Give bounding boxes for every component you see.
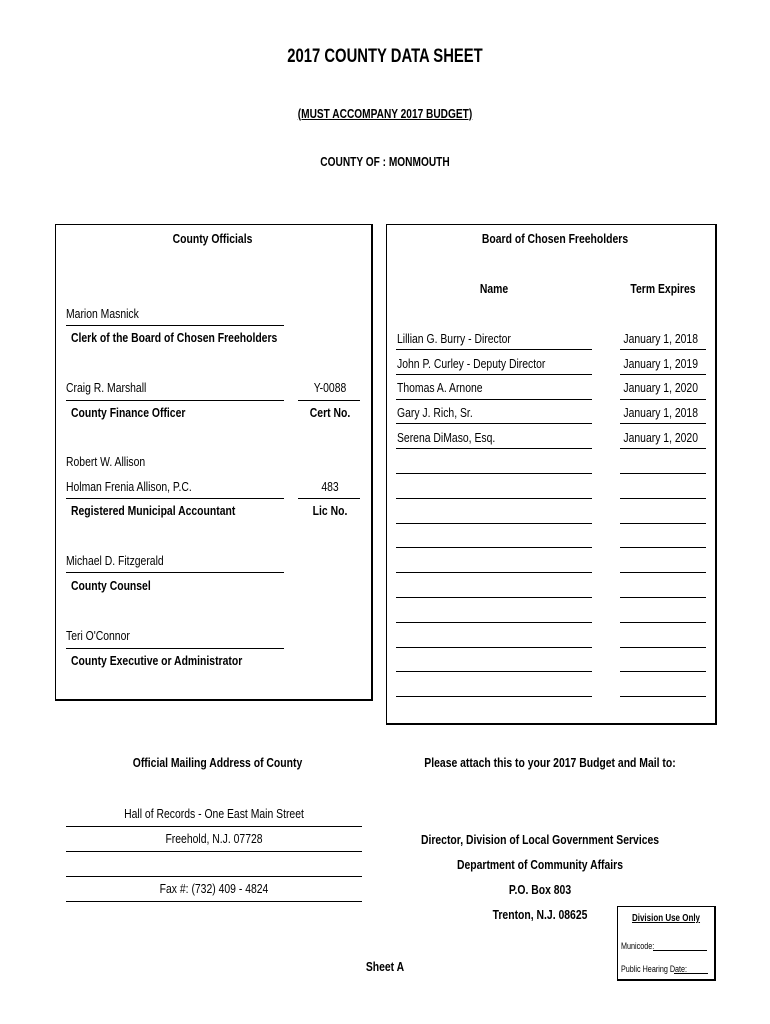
page-subtitle: (MUST ACCOMPANY 2017 BUDGET): [297, 106, 473, 121]
cfo-cert-value: Y-0088: [313, 380, 347, 395]
freeholder-name-line: [396, 448, 592, 449]
col-header-term: Term Expires: [630, 281, 696, 296]
freeholder-term-line: [620, 547, 706, 548]
freeholder-term: January 1, 2019: [623, 356, 698, 371]
page-title: 2017 COUNTY DATA SHEET: [287, 46, 483, 67]
county-officials-heading: County Officials: [172, 231, 253, 246]
freeholder-name-line: [396, 498, 592, 499]
freeholder-term-line: [620, 399, 706, 400]
cfo-name: Craig R. Marshall: [66, 380, 147, 395]
rma-lic-line: [298, 498, 360, 499]
freeholder-term-line: [620, 696, 706, 697]
mailing-rule-2: [66, 851, 362, 852]
freeholder-name: Lillian G. Burry - Director: [397, 331, 511, 346]
freeholder-term-line: [620, 523, 706, 524]
freeholder-term-line: [620, 374, 706, 375]
rma-firm: Holman Frenia Allison, P.C.: [66, 479, 192, 494]
freeholder-term-line: [620, 423, 706, 424]
freeholder-name-line: [396, 572, 592, 573]
municode-line: [653, 950, 707, 951]
freeholder-name: Thomas A. Arnone: [397, 380, 483, 395]
freeholder-term-line: [620, 597, 706, 598]
freeholder-name: Gary J. Rich, Sr.: [397, 405, 473, 420]
send-to-line4: Trenton, N.J. 08625: [492, 907, 588, 922]
mailing-rule-4: [66, 901, 362, 902]
mailing-fax: Fax #: (732) 409 - 4824: [159, 881, 269, 896]
freeholder-name: John P. Curley - Deputy Director: [397, 356, 546, 371]
rma-name: Robert W. Allison: [66, 454, 146, 469]
freeholder-name-line: [396, 399, 592, 400]
freeholder-name-line: [396, 423, 592, 424]
freeholder-name: Serena DiMaso, Esq.: [397, 430, 496, 445]
county-line: COUNTY OF : MONMOUTH: [320, 154, 450, 169]
freeholder-name-line: [396, 473, 592, 474]
clerk-name: Marion Masnick: [66, 306, 139, 321]
freeholder-name-line: [396, 374, 592, 375]
freeholder-term: January 1, 2018: [623, 405, 698, 420]
freeholder-term-line: [620, 572, 706, 573]
mailing-line1: Hall of Records - One East Main Street: [124, 806, 304, 821]
sheet-label: Sheet A: [365, 959, 405, 974]
freeholder-term-line: [620, 448, 706, 449]
freeholder-name-line: [396, 647, 592, 648]
col-header-name: Name: [479, 281, 509, 296]
freeholder-name-line: [396, 671, 592, 672]
clerk-title: Clerk of the Board of Chosen Freeholders: [71, 330, 278, 345]
cfo-cert-line: [298, 400, 360, 401]
freeholder-term-line: [620, 647, 706, 648]
mailing-rule-1: [66, 826, 362, 827]
send-to-line3: P.O. Box 803: [508, 882, 572, 897]
freeholder-term: January 1, 2018: [623, 331, 698, 346]
freeholder-term: January 1, 2020: [623, 430, 698, 445]
freeholder-name-line: [396, 622, 592, 623]
freeholder-term-line: [620, 473, 706, 474]
rma-firm-line: [66, 498, 284, 499]
mailing-heading: Official Mailing Address of County: [132, 755, 303, 770]
freeholders-heading: Board of Chosen Freeholders: [481, 231, 629, 246]
freeholder-name-line: [396, 349, 592, 350]
rma-lic-label: Lic No.: [312, 503, 348, 518]
freeholder-term-line: [620, 622, 706, 623]
mailing-rule-3: [66, 876, 362, 877]
freeholder-name-line: [396, 597, 592, 598]
freeholder-term: January 1, 2020: [623, 380, 698, 395]
freeholders-box: [386, 224, 717, 725]
exec-name-line: [66, 648, 284, 649]
hearing-date-line: [674, 973, 708, 974]
division-use-title: Division Use Only: [631, 913, 701, 924]
freeholder-term-line: [620, 498, 706, 499]
freeholder-term-line: [620, 671, 706, 672]
rma-lic-value: 483: [321, 479, 339, 494]
clerk-name-line: [66, 325, 284, 326]
freeholder-name-line: [396, 547, 592, 548]
send-to-line2: Department of Community Affairs: [456, 857, 624, 872]
send-to-heading: Please attach this to your 2017 Budget and Mail to:: [424, 755, 676, 770]
cfo-title: County Finance Officer: [71, 405, 186, 420]
send-to-line1: Director, Division of Local Government Services: [420, 832, 660, 847]
counsel-name-line: [66, 572, 284, 573]
counsel-name: Michael D. Fitzgerald: [66, 553, 164, 568]
freeholder-term-line: [620, 349, 706, 350]
mailing-line2: Freehold, N.J. 07728: [165, 831, 263, 846]
freeholder-name-line: [396, 523, 592, 524]
counsel-title: County Counsel: [71, 578, 151, 593]
cfo-name-line: [66, 400, 284, 401]
exec-name: Teri O'Connor: [66, 628, 130, 643]
rma-title: Registered Municipal Accountant: [71, 503, 236, 518]
cfo-cert-label: Cert No.: [309, 405, 351, 420]
freeholder-name-line: [396, 696, 592, 697]
hearing-date-label: Public Hearing Date:: [621, 964, 688, 974]
exec-title: County Executive or Administrator: [71, 653, 243, 668]
municode-label: Municode:: [621, 941, 655, 951]
